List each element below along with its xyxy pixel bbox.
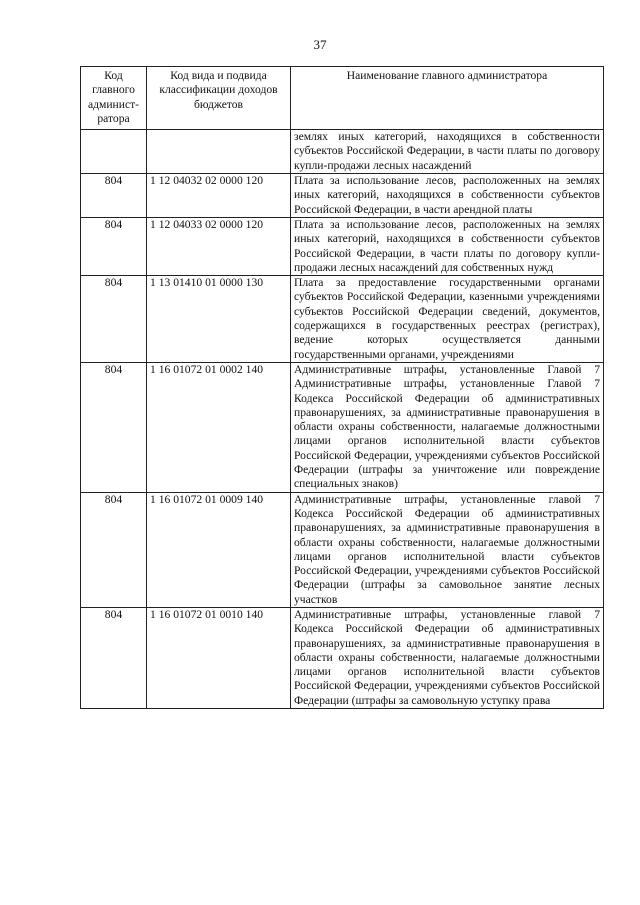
administrator-name-cell: Административные штрафы, установленные главой 7 Кодекса Российской Федерации об административных правонарушениях, за административные правонарушения в области охраны собственности, налагаемые должностными лицами органов исполнительной власти субъектов Российской Федерации, учреждениями субъектов Российской Федерации (штрафы за самовольное занятие лесных участков	[291, 492, 604, 607]
table-body	[81, 130, 604, 709]
classification-code-cell: 1 16 01072 01 0010 140	[147, 607, 291, 708]
revenue-administrators-table	[80, 66, 604, 709]
admin-code-cell: 804	[81, 217, 147, 275]
page-number: 37	[313, 37, 327, 52]
table-header-row	[81, 67, 604, 130]
administrator-name-cell: Административные штрафы, установленные Главой 7 Административные штрафы, установленные Главой 7 Кодекса Российской Федерации об административных правонарушениях, за административные правонарушения в области охраны собственности, налагаемые должностными лицами органов исполнительной власти субъектов Российской Федерации, учреждениями субъектов Российской Федерации (штрафы за уничтожение или повреждение специальных знаков)	[291, 362, 604, 492]
administrator-name-cell: Административные штрафы, установленные главой 7 Кодекса Российской Федерации об административных правонарушениях, за административные правонарушения в области охраны собственности, налагаемые должностными лицами органов исполнительной власти субъектов Российской Федерации, учреждениями субъектов Российской Федерации (штрафы за самовольную уступку права	[291, 607, 604, 708]
classification-code-cell: 1 12 04032 02 0000 120	[147, 174, 291, 218]
table-row	[81, 130, 604, 174]
admin-code-cell: 804	[81, 492, 147, 607]
classification-code-cell: 1 12 04033 02 0000 120	[147, 217, 291, 275]
classification-code-cell: 1 13 01410 01 0000 130	[147, 276, 291, 363]
header-classification-code: Код вида и подвида классификации доходов бюджетов	[147, 67, 291, 130]
classification-code-cell	[147, 130, 291, 174]
table-row	[81, 276, 604, 363]
admin-code-cell: 804	[81, 276, 147, 363]
classification-code-cell: 1 16 01072 01 0009 140	[147, 492, 291, 607]
table-row	[81, 217, 604, 275]
table-row	[81, 607, 604, 708]
admin-code-cell: 804	[81, 174, 147, 218]
classification-code-cell: 1 16 01072 01 0002 140	[147, 362, 291, 492]
admin-code-cell	[81, 130, 147, 174]
administrator-name-cell: Плата за использование лесов, расположенных на землях иных категорий, находящихся в собственности субъектов Российской Федерации, в части арендной платы	[291, 174, 604, 218]
header-admin-code: Код главного админист-ратора	[81, 67, 147, 130]
administrator-name-cell: Плата за предоставление государственными органами субъектов Российской Федерации, казенными учреждениями субъектов Российской Федерации сведений, документов, содержащихся в государственных реестрах (регистрах), ведение которых осуществляется данными государственными органами, учреждениями	[291, 276, 604, 363]
header-administrator-name: Наименование главного администратора	[291, 67, 604, 130]
admin-code-cell: 804	[81, 607, 147, 708]
table-row	[81, 362, 604, 492]
table-row	[81, 492, 604, 607]
table-row	[81, 174, 604, 218]
administrator-name-cell: Плата за использование лесов, расположенных на землях иных категорий, находящихся в собственности субъектов Российской Федерации, в части платы по договору купли-продажи лесных насаждений для собственных нужд	[291, 217, 604, 275]
admin-code-cell: 804	[81, 362, 147, 492]
administrator-name-cell: землях иных категорий, находящихся в собственности субъектов Российской Федерации, в части платы по договору купли-продажи лесных насаждений	[291, 130, 604, 174]
